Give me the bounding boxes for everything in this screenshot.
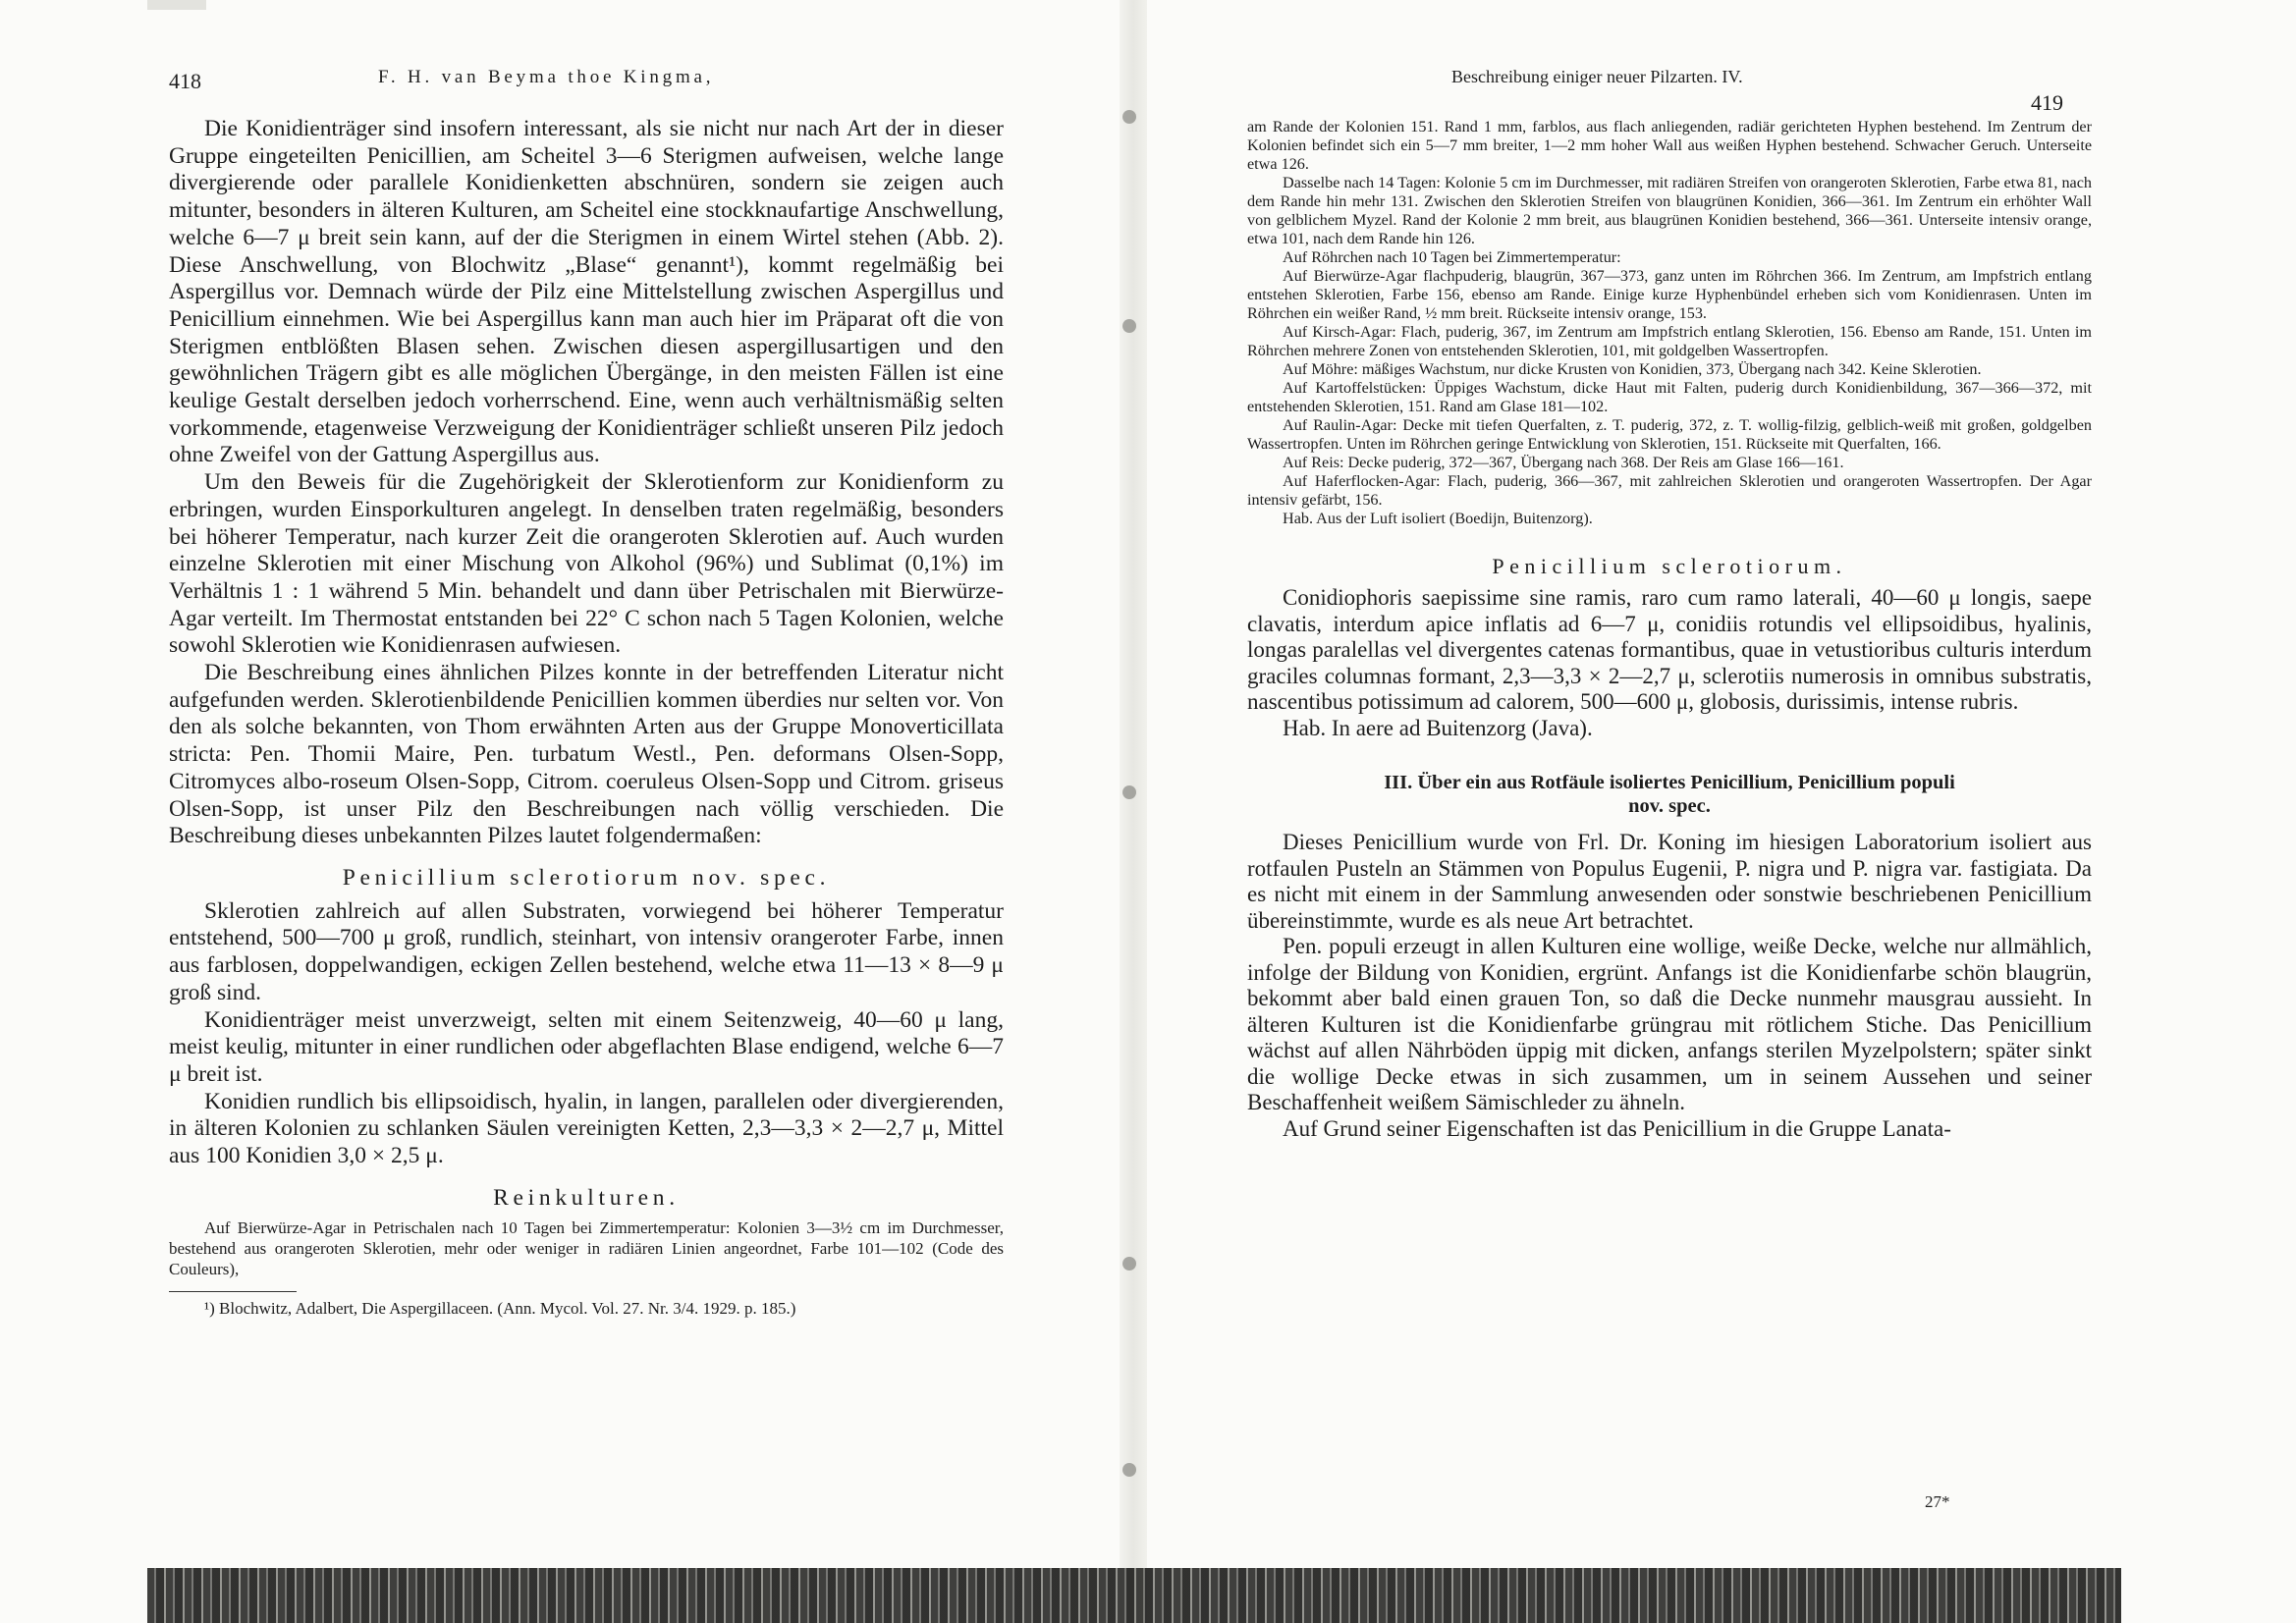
left-body bbox=[169, 116, 1004, 1319]
latin-heading: Penicillium sclerotiorum. bbox=[1492, 554, 1847, 578]
culture-paragraph: Auf Kirsch-Agar: Flach, puderig, 367, im Zentrum am Impfstrich entlang Sklerotien, 156. Ebenso am Rande, 151. Unten im Röhrchen mehrere Zonen von entstehenden Sklerotien, 101, mit goldgelben Wassertropfen. bbox=[1247, 323, 2092, 359]
running-head-left: F. H. van Beyma thoe Kingma, bbox=[378, 67, 715, 87]
paragraph: Die Beschreibung eines ähnlichen Pilzes konnte in der betreffenden Literatur nicht aufgefunden werden. Sklerotienbildende Penicillien kommen überdies nur selten vor. Von den als solche bekannten, von Thom erwähnten Arten aus der Gruppe Monoverticillata stricta: Pen. Thomii Maire, Pen. turbatum Westl., Pen. deformans Olsen-Sopp, Citromyces albo-roseum Olsen-Sopp, Citrom. coeruleus Olsen-Sopp und Citrom. griseus Olsen-Sopp, ist unser Pilz den Beschreibungen nach völlig verschieden. Die Beschreibung dieses unbekannten Pilzes lautet folgendermaßen: bbox=[169, 660, 1004, 849]
species-heading: Penicillium sclerotiorum nov. spec. bbox=[342, 864, 831, 891]
right-body bbox=[1247, 118, 2092, 1142]
gutter-mark bbox=[1122, 110, 1136, 124]
page-number-right: 419 bbox=[2031, 90, 2063, 115]
culture-paragraph: Auf Röhrchen nach 10 Tagen bei Zimmertemperatur: bbox=[1283, 248, 1621, 266]
section-heading-line: nov. spec. bbox=[1628, 795, 1711, 817]
footnote: ¹) Blochwitz, Adalbert, Die Aspergillaceen. (Ann. Mycol. Vol. 27. Nr. 3/4. 1929. p. 185.) bbox=[204, 1299, 796, 1319]
page-number-left: 418 bbox=[169, 69, 201, 93]
section-paragraph: Auf Grund seiner Eigenschaften ist das Penicillium in die Gruppe Lanata- bbox=[1283, 1115, 1951, 1141]
latin-paragraph: Conidiophoris saepissime sine ramis, raro cum ramo laterali, 40—60 μ longis, saepe clavatis, interdum apice inflatis ad 6—7 μ, conidiis rotundis vel ellipsoidibus, hyalinis, longas paralellas vel divergentes catenas formantibus, quae in vetustioribus culturis interdum graciles columnas formant, 2,3—3,3 × 2—2,7 μ, sclerotiis numerosis in omnibus substratis, nascentibus potissimum ad calorem, 500—600 μ, globosis, durissimis, intense rubris. bbox=[1247, 585, 2092, 714]
culture-paragraph: Auf Möhre: mäßiges Wachstum, nur dicke Krusten von Konidien, 373, Übergang nach 342. Keine Sklerotien. bbox=[1283, 360, 1982, 378]
paragraph: Um den Beweis für die Zugehörigkeit der Sklerotienform zur Konidienform zu erbringen, wurden Einsporkulturen angelegt. In denselben traten regelmäßig, besonders bei höherer Temperatur, nach kurzer Zeit die orangeroten Sklerotien auf. Auch wurden einzelne Sklerotien mit einer Mischung von Alkohol (96%) und Sublimat (0,1%) im Verhältnis 1 : 1 während 5 Min. behandelt und dann über Petrischalen mit Bierwürze-Agar verteilt. Im Thermostat entstanden bei 22° C schon nach 5 Tagen Kolonien, welche sowohl Sklerotien wie Konidienrasen aufwiesen. bbox=[169, 469, 1004, 659]
section-paragraph: Pen. populi erzeugt in allen Kulturen eine wollige, weiße Decke, welche nur allmählich, infolge der Bildung von Konidien, ergrünt. Anfangs ist die Konidienfarbe schön blaugrün, bekommt aber bald einen grauen Ton, so daß die Decke nunmehr mausgrau aussieht. In älteren Kulturen ist die Konidienfarbe grüngrau mit rötlichem Stiche. Das Penicillium wächst auf allen Nährböden üppig mit dicken, anfangs sterilen Myzelpolstern; später sinkt die wollige Decke etwas in sich zusammen, um in seinem Aussehen und seiner Beschaffenheit weißem Sämischleder zu ähneln. bbox=[1247, 934, 2092, 1114]
book-gutter bbox=[1120, 0, 1147, 1623]
culture-paragraph: Auf Raulin-Agar: Decke mit tiefen Querfalten, z. T. puderig, 372, z. T. wollig-filzig, gelblich-weiß mit großen, goldgelben Wassertropfen. Unten im Röhrchen geringe Entwicklung von Sklerotien, 151. Rückseite mit Querfalten, 166. bbox=[1247, 416, 2092, 453]
scan-edge-strip bbox=[147, 1568, 2121, 1623]
signature-mark: 27* bbox=[1925, 1492, 1950, 1511]
species-paragraph: Konidienträger meist unverzweigt, selten mit einem Seitenzweig, 40—60 μ lang, meist keulig, mitunter in einer rundlichen oder abgeflachten Blase endigend, welche 6—7 μ breit ist. bbox=[169, 1006, 1004, 1087]
section-heading-line: III. Über ein aus Rotfäule isoliertes Penicillium, Penicillium populi bbox=[1384, 772, 1955, 793]
left-page bbox=[0, 0, 1129, 1623]
gutter-mark bbox=[1122, 1257, 1136, 1271]
species-paragraph: Sklerotien zahlreich auf allen Substraten, vorwiegend bei höherer Temperatur entstehend, 500—700 μ groß, rundlich, steinhart, von intensiv orangeroter Farbe, innen aus farblosen, doppelwandigen, eckigen Zellen bestehend, welche etwa 11—13 × 8—9 μ groß sind. bbox=[169, 897, 1004, 1005]
culture-paragraph: Auf Haferflocken-Agar: Flach, puderig, 366—367, mit zahlreichen Sklerotien und orangeroten Wassertropfen. Der Agar intensiv gefärbt, 156. bbox=[1247, 472, 2092, 509]
latin-paragraph: Hab. In aere ad Buitenzorg (Java). bbox=[1283, 715, 1593, 740]
footnote-rule bbox=[169, 1291, 297, 1292]
reinkulturen-heading: Reinkulturen. bbox=[493, 1184, 680, 1211]
culture-paragraph: Auf Bierwürze-Agar flachpuderig, blaugrün, 367—373, ganz unten im Röhrchen 366. Im Zentrum, am Impfstrich entlang entstehen Sklerotien, Farbe 156, ebenso am Rande. Einige kurze Hyphenbündel erheben sich vom Konidienrasen. Unten im Röhrchen ein weißer Rand, ½ mm breit. Rückseite intensiv orange, 153. bbox=[1247, 267, 2092, 322]
latin-diagnosis bbox=[1247, 585, 2092, 741]
species-paragraph: Konidien rundlich bis ellipsoidisch, hyalin, in langen, parallelen oder divergierenden, in älteren Kolonien zu schlanken Säulen vereinigten Ketten, 2,3—3,3 × 2—2,7 μ, Mittel aus 100 Konidien 3,0 × 2,5 μ. bbox=[169, 1088, 1004, 1169]
gutter-mark bbox=[1122, 785, 1136, 799]
culture-paragraph: am Rande der Kolonien 151. Rand 1 mm, farblos, aus flach anliegenden, radiär gerichteten Hyphen bestehend. Im Zentrum der Kolonien befindet sich ein 5—7 mm breiter, 1—2 mm hoher Wall aus weißen Hyphen bestehend. Schwacher Geruch. Unterseite etwa 126. bbox=[1247, 118, 2092, 173]
gutter-mark bbox=[1122, 1463, 1136, 1477]
running-head-right: Beschreibung einiger neuer Pilzarten. IV. bbox=[1451, 67, 1743, 86]
section-heading bbox=[1247, 771, 2092, 818]
culture-paragraph: Auf Reis: Decke puderig, 372—367, Übergang nach 368. Der Reis am Glase 166—161. bbox=[1283, 454, 1844, 471]
section-paragraph: Dieses Penicillium wurde von Frl. Dr. Koning im hiesigen Laboratorium isoliert aus rotfaulen Pusteln an Stämmen von Populus Eugenii, P. nigra und P. nigra var. fastigiata. Da es nicht mit einem in der Sammlung anwesenden oder sonstwie beschriebenen Penicillium übereinstimmte, wurde es als neue Art betrachtet. bbox=[1247, 830, 2092, 933]
culture-paragraph: Dasselbe nach 14 Tagen: Kolonie 5 cm im Durchmesser, mit radiären Streifen von orangeroten Sklerotien, Farbe etwa 81, nach dem Rande hin mehr 131. Zwischen den Sklerotien Streifen von blaugrünen Konidien, 366—361. Im Zentrum ein erhöhter Wall von gelblichem Myzel. Rand der Kolonie 2 mm breit, aus blaugrünen Konidien bestehend, 366—361. Unterseite intensiv orange, etwa 101, nach dem Rande hin 126. bbox=[1247, 174, 2092, 247]
section-body bbox=[1247, 830, 2092, 1142]
culture-paragraph: Auf Kartoffelstücken: Üppiges Wachstum, dicke Haut mit Falten, puderig durch Konidienbildung, 367—366—372, mit entstehenden Sklerotien, 151. Rand am Glase 181—102. bbox=[1247, 379, 2092, 415]
paragraph: Die Konidienträger sind insofern interessant, als sie nicht nur nach Art der in dieser Gruppe eingeteilten Penicillien, am Scheitel 3—6 Sterigmen aufweisen, welche lange divergierende oder parallele Konidienketten abschnüren, sondern sie zeigen auch mitunter, besonders in älteren Kulturen, am Scheitel eine stockknaufartige Anschwellung, welche 6—7 μ breit sein kann, auf der die Sterigmen in einem Wirtel stehen (Abb. 2). Diese Anschwellung, von Blochwitz „Blase“ genannt¹), kommt regelmäßig bei Aspergillus vor. Demnach würde der Pilz eine Mittelstellung zwischen Aspergillus und Penicillium einnehmen. Wie bei Aspergillus kann man auch hier im Präparat oft die von Sterigmen entblößten Blasen sehen. Zwischen diesen aspergillusartigen und den gewöhnlichen Trägern gibt es alle möglichen Übergänge, in den meisten Fällen ist eine keulige Gestalt derselben jedoch vorherrschend. Eine, wenn auch verhältnismäßig selten vorkommende, etagenweise Verzweigung der Konidienträger schließt unseren Pilz jedoch ohne Zweifel von der Gattung Aspergillus aus. bbox=[169, 116, 1004, 468]
culture-paragraph: Hab. Aus der Luft isoliert (Boedijn, Buitenzorg). bbox=[1283, 510, 1593, 527]
gutter-mark bbox=[1122, 319, 1136, 333]
reinkulturen-text: Auf Bierwürze-Agar in Petrischalen nach 10 Tagen bei Zimmertemperatur: Kolonien 3—3½ cm im Durchmesser, bestehend aus orangeroten Sklerotien, mehr oder weniger in radiären Linien angeordnet, Farbe 101—102 (Code des Couleurs), bbox=[169, 1218, 1004, 1279]
culture-descriptions bbox=[1247, 118, 2092, 528]
